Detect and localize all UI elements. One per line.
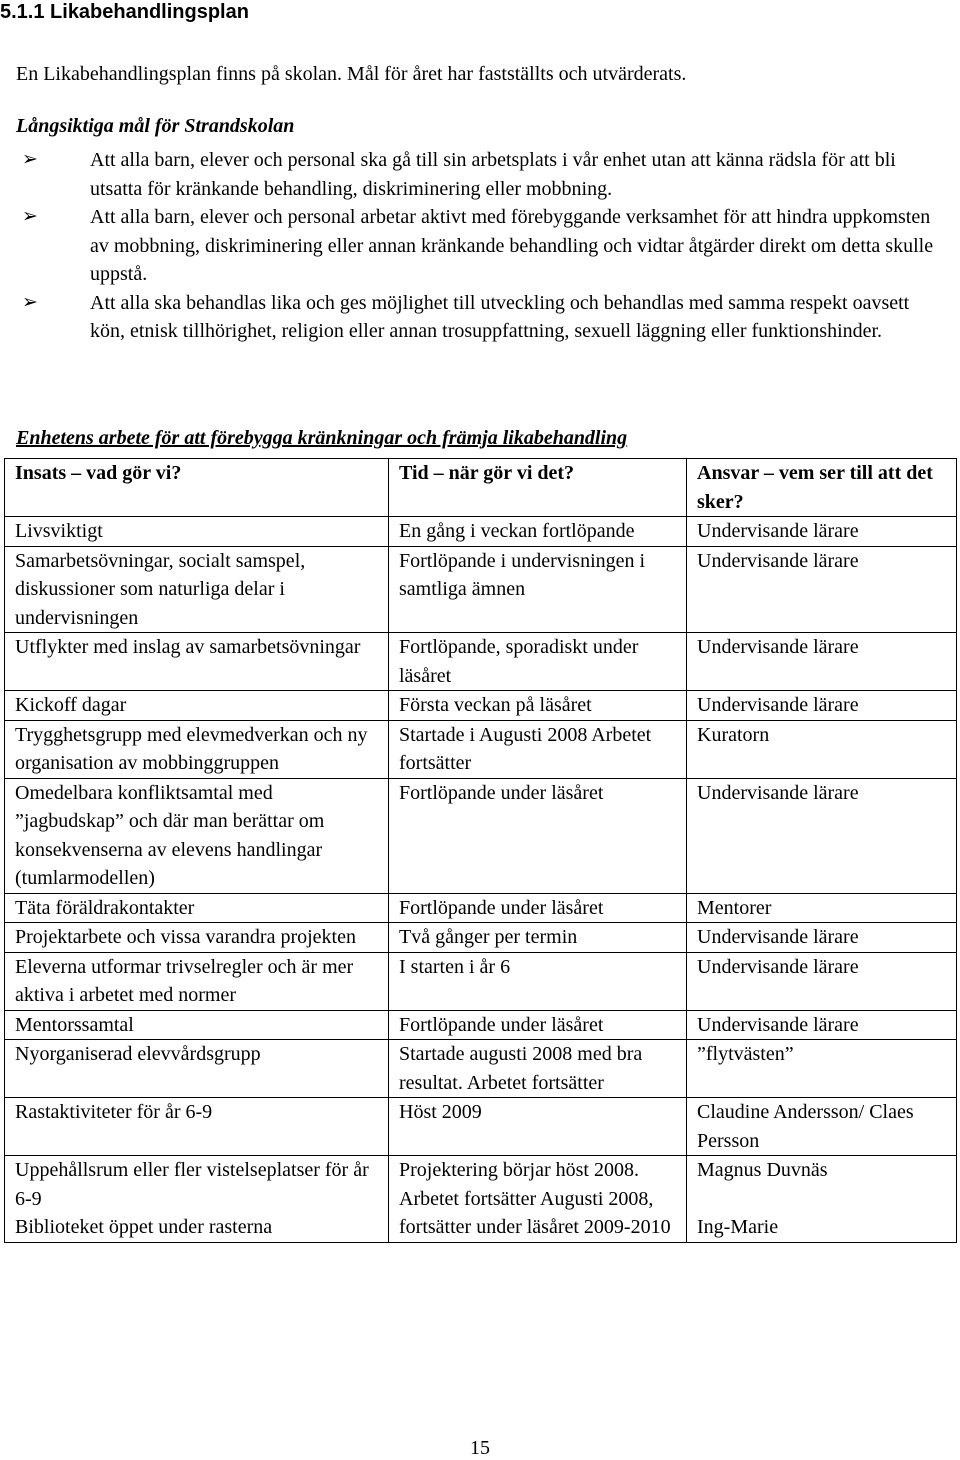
cell-tid: Fortlöpande under läsåret [389, 778, 687, 893]
table-row [5, 952, 957, 1010]
page-number: 15 [470, 1437, 490, 1459]
goal-text: Att alla barn, elever och personal ska gå till sin arbetsplats i vår enhet utan att känna rädsla för att bli utsatta för kränkande behandling, diskriminering eller mobbning. [90, 149, 896, 200]
cell-ansvar: Mentorer [687, 893, 957, 923]
cell-insats: Samarbetsövningar, socialt samspel, diskussioner som naturliga delar i undervisningen [5, 546, 389, 633]
cell-insats: Utflykter med inslag av samarbetsövningar [5, 633, 389, 691]
table-row [5, 893, 957, 923]
cell-ansvar: Undervisande lärare [687, 517, 957, 547]
cell-insats: Uppehållsrum eller fler vistelseplatser för år 6-9 Biblioteket öppet under rasterna [5, 1156, 389, 1243]
cell-ansvar: Undervisande lärare [687, 633, 957, 691]
header-cell-tid: Tid – när gör vi det? [389, 459, 687, 517]
goal-item [16, 289, 946, 346]
cell-insats: Eleverna utformar trivselregler och är mer aktiva i arbetet med normer [5, 952, 389, 1010]
goals-title: Långsiktiga mål för Strandskolan [16, 115, 295, 137]
cell-tid: Fortlöpande i undervisningen i samtliga ämnen [389, 546, 687, 633]
arrow-bullet-icon: ➢ [22, 206, 38, 227]
cell-insats: Täta föräldrakontakter [5, 893, 389, 923]
section-heading: 5.1.1 Likabehandlingsplan [0, 1, 249, 23]
cell-ansvar: ”flytvästen” [687, 1040, 957, 1098]
cell-tid: Två gånger per termin [389, 923, 687, 953]
cell-ansvar: Undervisande lärare [687, 1010, 957, 1040]
cell-insats: Trygghetsgrupp med elevmedverkan och ny organisation av mobbinggruppen [5, 720, 389, 778]
cell-ansvar: Undervisande lärare [687, 691, 957, 721]
table-row [5, 1040, 957, 1098]
table-title: Enhetens arbete för att förebygga kränkningar och främja likabehandling [16, 427, 628, 449]
cell-tid: Startade i Augusti 2008 Arbetet fortsätter [389, 720, 687, 778]
table-row [5, 923, 957, 953]
cell-insats: Omedelbara konfliktsamtal med ”jagbudskap” och där man berättar om konsekvenserna av elevens handlingar (tumlarmodellen) [5, 778, 389, 893]
action-plan-table [4, 458, 957, 1243]
cell-tid: En gång i veckan fortlöpande [389, 517, 687, 547]
cell-tid: Första veckan på läsåret [389, 691, 687, 721]
cell-ansvar: Undervisande lärare [687, 778, 957, 893]
cell-tid: Projektering börjar höst 2008. Arbetet fortsätter Augusti 2008, fortsätter under läsåret 2009-2010 [389, 1156, 687, 1243]
table-row [5, 720, 957, 778]
goals-list [16, 146, 946, 346]
header-cell-insats: Insats – vad gör vi? [5, 459, 389, 517]
goal-item [16, 146, 946, 203]
table-row [5, 633, 957, 691]
cell-ansvar: Claudine Andersson/ Claes Persson [687, 1098, 957, 1156]
cell-ansvar: Magnus Duvnäs Ing-Marie [687, 1156, 957, 1243]
table-row [5, 546, 957, 633]
table-header-row [5, 459, 957, 517]
cell-insats: Livsviktigt [5, 517, 389, 547]
table-row [5, 691, 957, 721]
cell-tid: Höst 2009 [389, 1098, 687, 1156]
cell-insats: Rastaktiviteter för år 6-9 [5, 1098, 389, 1156]
cell-ansvar: Undervisande lärare [687, 952, 957, 1010]
table-row [5, 1010, 957, 1040]
table-row [5, 778, 957, 893]
goal-text: Att alla barn, elever och personal arbetar aktivt med förebyggande verksamhet för att hindra uppkomsten av mobbning, diskriminering eller annan kränkande behandling och vidtar åtgärder direkt om detta skulle uppstå. [90, 206, 934, 285]
cell-tid: Fortlöpande under läsåret [389, 893, 687, 923]
cell-ansvar: Undervisande lärare [687, 546, 957, 633]
cell-insats: Nyorganiserad elevvårdsgrupp [5, 1040, 389, 1098]
table-row [5, 1098, 957, 1156]
arrow-bullet-icon: ➢ [22, 291, 38, 313]
cell-tid: Startade augusti 2008 med bra resultat. Arbetet fortsätter [389, 1040, 687, 1098]
intro-text: En Likabehandlingsplan finns på skolan. Mål för året har fastställts och utvärderats. [16, 63, 687, 85]
cell-tid: Fortlöpande under läsåret [389, 1010, 687, 1040]
cell-tid: I starten i år 6 [389, 952, 687, 1010]
header-cell-ansvar: Ansvar – vem ser till att det sker? [687, 459, 957, 517]
cell-insats: Mentorssamtal [5, 1010, 389, 1040]
cell-ansvar: Kuratorn [687, 720, 957, 778]
arrow-bullet-icon: ➢ [22, 149, 38, 170]
goal-text: Att alla ska behandlas lika och ges möjlighet till utveckling och behandlas med samma respekt oavsett kön, etnisk tillhörighet, religion eller annan trosuppfattning, sexuell läggning eller funktionshinder. [90, 291, 910, 342]
cell-ansvar: Undervisande lärare [687, 923, 957, 953]
cell-tid: Fortlöpande, sporadiskt under läsåret [389, 633, 687, 691]
goal-item [16, 203, 946, 289]
cell-insats: Kickoff dagar [5, 691, 389, 721]
cell-insats: Projektarbete och vissa varandra projekten [5, 923, 389, 953]
table-row [5, 1156, 957, 1243]
table-row [5, 517, 957, 547]
